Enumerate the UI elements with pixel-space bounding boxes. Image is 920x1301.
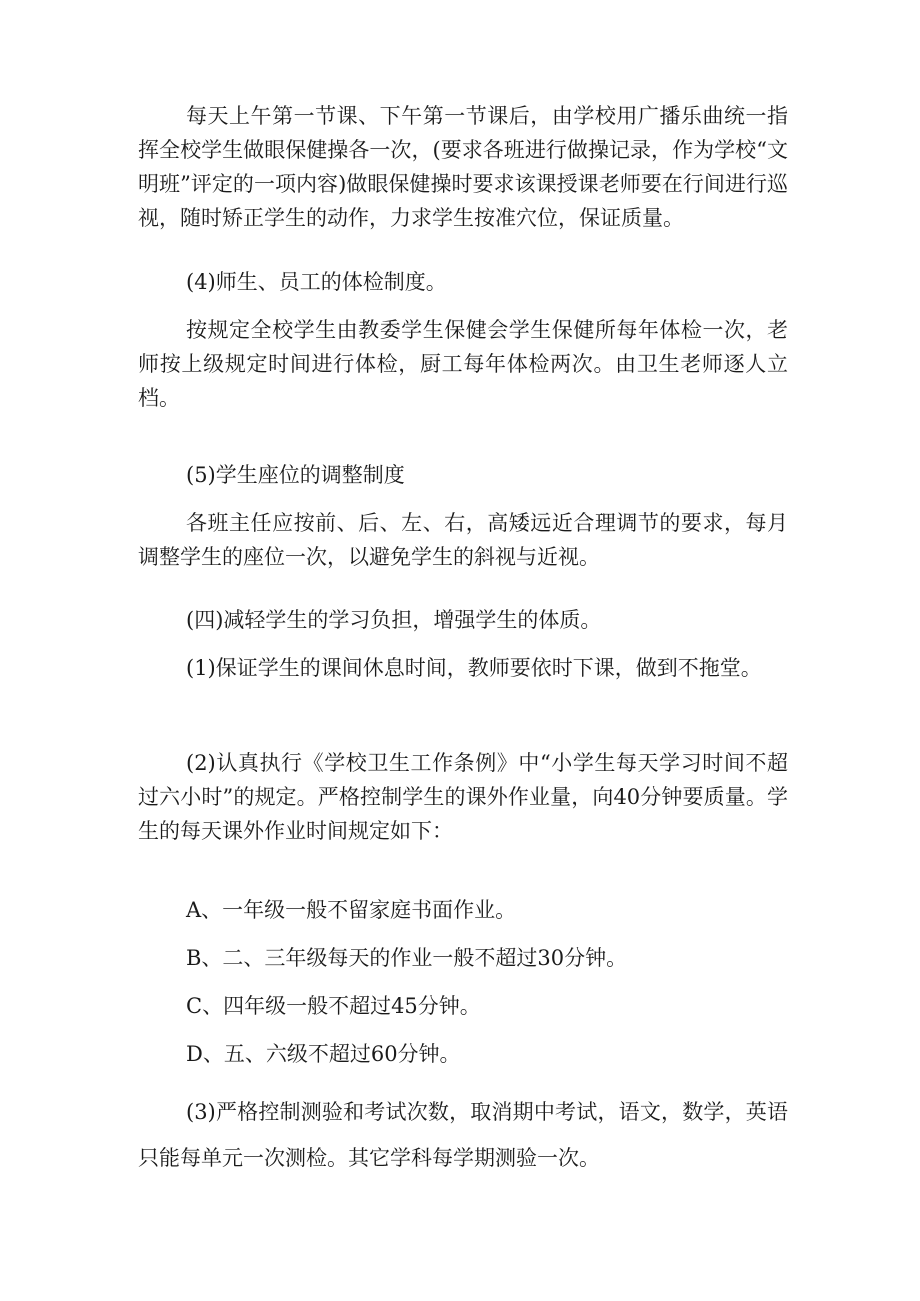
paragraph-health-check: 按规定全校学生由教委学生保健会学生保健所每年体检一次，老师按上级规定时间进行体检，厨工每年体检两次。由卫生老师逐人立档。 (138, 318, 788, 410)
paragraph-break-time: (1)保证学生的课间休息时间，教师要依时下课，做到不拖堂。 (186, 656, 762, 680)
paragraph-seat-adjustment: 各班主任应按前、后、左、右，高矮远近合理调节的要求，每月调整学生的座位一次，以避免学生的斜视与近视。 (138, 511, 788, 569)
heading-seat-adjustment: (5)学生座位的调整制度 (186, 463, 405, 487)
list-item-grade-1: A、一年级一般不留家庭书面作业。 (186, 898, 517, 922)
heading-health-check-system: (4)师生、员工的体检制度。 (186, 270, 447, 294)
list-item-grade-4: C、四年级一般不超过45分钟。 (186, 994, 481, 1018)
list-item-grade-2-3: B、二、三年级每天的作业一般不超过30分钟。 (186, 946, 628, 970)
heading-reduce-burden: (四)减轻学生的学习负担，增强学生的体质。 (186, 608, 602, 632)
paragraph-eye-exercises: 每天上午第一节课、下午第一节课后，由学校用广播乐曲统一指挥全校学生做眼保健操各一次，(要求各班进行做操记录，作为学校“文明班”评定的一项内容)做眼保健操时要求该课授课老师要在行间进行巡视，随时矫正学生的动作，力求学生按准穴位，保证质量。 (138, 104, 788, 230)
paragraph-test-limits: (3)严格控制测验和考试次数，取消期中考试，语文，数学，英语只能每单元一次测检。其它学科每学期测验一次。 (138, 1100, 788, 1170)
list-item-grade-5-6: D、五、六级不超过60分钟。 (186, 1042, 461, 1066)
paragraph-study-time: (2)认真执行《学校卫生工作条例》中“小学生每天学习时间不超过六小时”的规定。严格控制学生的课外作业量，向40分钟要质量。学生的每天课外作业时间规定如下： (138, 751, 788, 843)
